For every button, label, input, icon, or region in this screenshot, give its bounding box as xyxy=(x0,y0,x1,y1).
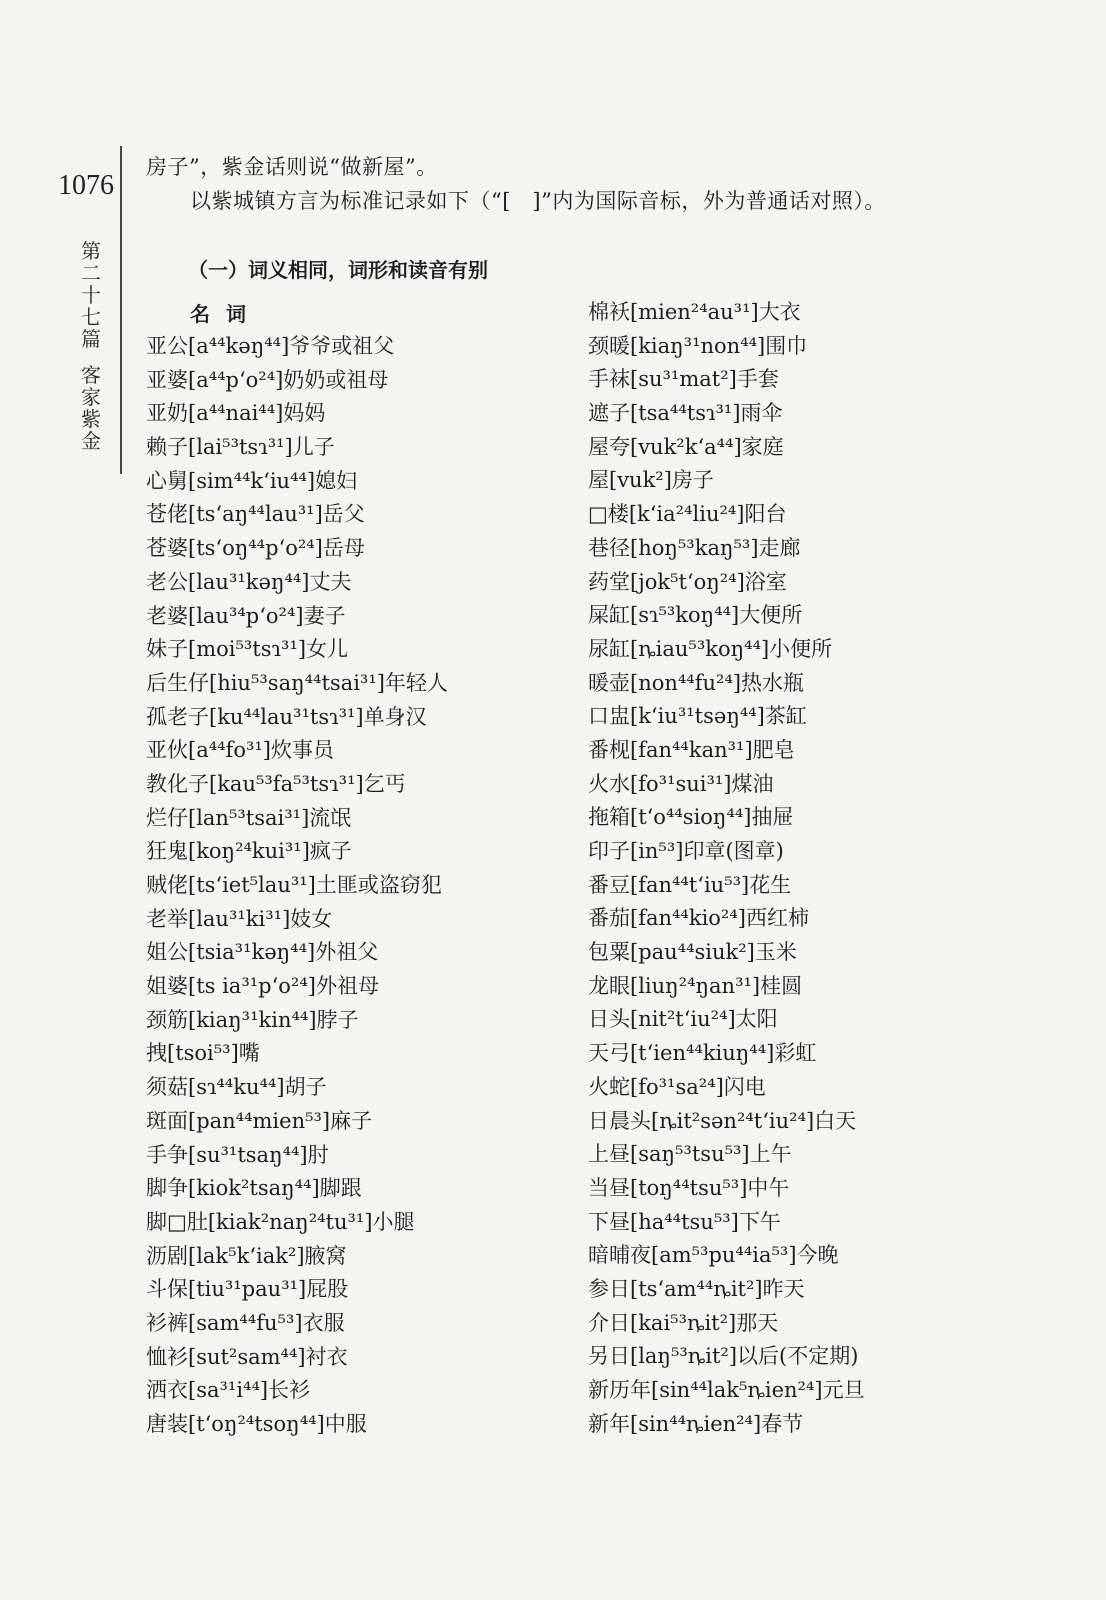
vocab-entry: 姐公[tsia³¹kəŋ⁴⁴]外祖父 xyxy=(146,940,379,965)
vocab-entry: 日晨头[ȵit²sən²⁴t‘iu²⁴]白天 xyxy=(588,1108,857,1133)
vocab-entry: 拽[tsoi⁵³]嘴 xyxy=(146,1041,260,1066)
margin-rule xyxy=(120,146,122,474)
vocab-entry: 颈筋[kiaŋ³¹kin⁴⁴]脖子 xyxy=(146,1007,359,1032)
vocab-entry: 贼佬[ts‘iet⁵lau³¹]土匪或盗窃犯 xyxy=(146,873,442,897)
vocab-entry: 当昼[toŋ⁴⁴tsu⁵³]中午 xyxy=(588,1175,790,1200)
vocab-entry: 亚奶[a⁴⁴nai⁴⁴]妈妈 xyxy=(146,401,326,426)
side-title-char: 第 xyxy=(81,239,101,263)
chapter-side-title xyxy=(74,240,108,452)
vocab-entry: 教化子[kau⁵³fa⁵³tsɿ³¹]乞丐 xyxy=(146,771,406,796)
vocab-entry: 拖箱[t‘o⁴⁴sioŋ⁴⁴]抽屉 xyxy=(588,805,794,830)
vocab-entry: 新历年[sin⁴⁴lak⁵ȵien²⁴]元旦 xyxy=(588,1378,865,1402)
vocab-entry: □楼[k‘ia²⁴liu²⁴]阳台 xyxy=(588,502,787,527)
vocab-entry: 孤老子[ku⁴⁴lau³¹tsɿ³¹]单身汉 xyxy=(146,704,427,729)
vocab-entry: 狂鬼[koŋ²⁴kui³¹]疯子 xyxy=(146,839,352,864)
vocab-entry: 恤衫[sut²sam⁴⁴]衬衣 xyxy=(146,1344,348,1369)
vocab-entry: 屋夸[vuk²k‘a⁴⁴]家庭 xyxy=(588,434,784,459)
right-entry-column xyxy=(588,296,865,1441)
side-title-char: 篇 xyxy=(81,327,101,351)
vocab-entry: 巷径[hoŋ⁵³kaŋ⁵³]走廊 xyxy=(588,535,801,560)
vocab-entry: 老婆[lau³⁴p‘o²⁴]妻子 xyxy=(146,603,346,628)
side-title-gap xyxy=(74,350,108,364)
vocab-entry: 手争[su³¹tsaŋ⁴⁴]肘 xyxy=(146,1142,329,1167)
vocab-entry: 衫裤[sam⁴⁴fu⁵³]衣服 xyxy=(146,1310,345,1335)
vocab-entry: 沥剧[lak⁵k‘iak²]腋窝 xyxy=(146,1243,347,1268)
side-title-char: 家 xyxy=(81,385,101,409)
vocab-entry: 赖子[lai⁵³tsɿ³¹]儿子 xyxy=(146,435,335,460)
section-heading: （一）词义相同，词形和读音有别 xyxy=(188,258,488,282)
vocab-entry: 介日[kai⁵³ȵit²]那天 xyxy=(588,1310,779,1335)
vocab-entry: 斗保[tiu³¹pau³¹]屁股 xyxy=(146,1277,349,1302)
vocab-entry: 老公[lau³¹kəŋ⁴⁴]丈夫 xyxy=(146,569,352,594)
vocab-entry: 屎缸[sɿ⁵³koŋ⁴⁴]大便所 xyxy=(588,603,803,628)
vocab-entry: 包粟[pau⁴⁴siuk²]玉米 xyxy=(588,940,797,965)
side-title-char: 紫 xyxy=(81,407,101,431)
vocab-entry: 斑面[pan⁴⁴mien⁵³]麻子 xyxy=(146,1108,373,1133)
vocab-entry: 番茄[fan⁴⁴kio²⁴]西红柿 xyxy=(588,906,809,931)
vocab-entry: 印子[in⁵³]印章(图章) xyxy=(588,839,784,863)
vocab-entry: 药堂[jok⁵t‘oŋ²⁴]浴室 xyxy=(588,569,787,594)
vocab-entry: 屋[vuk²]房子 xyxy=(588,468,714,493)
vocab-entry: 苍佬[ts‘aŋ⁴⁴lau³¹]岳父 xyxy=(146,502,365,527)
vocab-entry: 参日[ts‘am⁴⁴ȵit²]昨天 xyxy=(588,1276,805,1301)
page-number: 1076 xyxy=(58,170,114,201)
vocab-entry: 火水[fo³¹sui³¹]煤油 xyxy=(588,771,774,796)
side-title-char: 二 xyxy=(81,261,101,285)
side-title-char: 金 xyxy=(81,429,101,453)
intro-text xyxy=(146,150,946,218)
vocab-entry: 暗晡夜[am⁵³pu⁴⁴ia⁵³]今晚 xyxy=(588,1243,839,1268)
vocab-entry: 妹子[moi⁵³tsɿ³¹]女儿 xyxy=(146,637,349,662)
intro-line-2: 以紫城镇方言为标准记录如下（“[ ]”内为国际音标，外为普通话对照）。 xyxy=(190,189,886,213)
vocab-entry: 苍婆[ts‘oŋ⁴⁴p‘o²⁴]岳母 xyxy=(146,536,365,561)
part-of-speech-heading: 名词 xyxy=(190,302,262,326)
vocab-entry: 老举[lau³¹ki³¹]妓女 xyxy=(146,906,333,931)
vocab-entry: 亚伙[a⁴⁴fo³¹]炊事员 xyxy=(146,738,334,763)
left-entry-column xyxy=(146,330,448,1442)
vocab-entry: 尿缸[ȵiau⁵³koŋ⁴⁴]小便所 xyxy=(588,636,833,661)
vocab-entry: 脚□肚[kiak²naŋ²⁴tu³¹]小腿 xyxy=(146,1209,415,1234)
vocab-entry: 烂仔[lan⁵³tsai³¹]流氓 xyxy=(146,805,352,830)
vocab-entry: 暖壶[non⁴⁴fu²⁴]热水瓶 xyxy=(588,670,805,695)
vocab-entry: 龙眼[liuŋ²⁴ŋan³¹]桂圆 xyxy=(588,973,803,998)
side-title-char: 十 xyxy=(81,283,101,307)
vocab-entry: 后生仔[hiu⁵³saŋ⁴⁴tsai³¹]年轻人 xyxy=(146,670,448,695)
vocab-entry: 番豆[fan⁴⁴t‘iu⁵³]花生 xyxy=(588,872,792,897)
vocab-entry: 洒衣[sa³¹i⁴⁴]长衫 xyxy=(146,1378,311,1403)
vocab-entry: 唐装[t‘oŋ²⁴tsoŋ⁴⁴]中服 xyxy=(146,1412,367,1436)
side-title-char: 七 xyxy=(81,305,101,329)
vocab-entry: 姐婆[ts ia³¹p‘o²⁴]外祖母 xyxy=(146,974,379,999)
vocab-entry: 手袜[su³¹mat²]手套 xyxy=(588,367,779,392)
intro-line-1: 房子”，紫金话则说“做新屋”。 xyxy=(146,155,438,179)
vocab-entry: 亚婆[a⁴⁴p‘o²⁴]奶奶或祖母 xyxy=(146,367,389,392)
vocab-entry: 日头[nit²t‘iu²⁴]太阳 xyxy=(588,1007,778,1032)
vocab-entry: 火蛇[fo³¹sa²⁴]闪电 xyxy=(588,1074,766,1099)
vocab-entry: 上昼[saŋ⁵³tsu⁵³]上午 xyxy=(588,1142,792,1167)
vocab-entry: 天弓[t‘ien⁴⁴kiuŋ⁴⁴]彩虹 xyxy=(588,1041,817,1066)
vocab-entry: 棉袄[mien²⁴au³¹]大衣 xyxy=(588,300,801,324)
vocab-entry: 下昼[ha⁴⁴tsu⁵³]下午 xyxy=(588,1209,781,1234)
vocab-entry: 心舅[sim⁴⁴k‘iu⁴⁴]媳妇 xyxy=(146,468,358,493)
vocab-entry: 遮子[tsa⁴⁴tsɿ³¹]雨伞 xyxy=(588,401,783,426)
side-title-char: 客 xyxy=(81,363,101,387)
vocab-entry: 另日[laŋ⁵³ȵit²]以后(不定期) xyxy=(588,1344,859,1369)
vocab-entry: 颈暖[kiaŋ³¹non⁴⁴]围巾 xyxy=(588,333,808,358)
vocab-entry: 亚公[a⁴⁴kəŋ⁴⁴]爷爷或祖父 xyxy=(146,334,395,358)
vocab-entry: 口盅[k‘iu³¹tsəŋ⁴⁴]茶缸 xyxy=(588,704,807,729)
vocab-entry: 脚争[kiok²tsaŋ⁴⁴]脚跟 xyxy=(146,1176,362,1201)
vocab-entry: 须菇[sɿ⁴⁴ku⁴⁴]胡子 xyxy=(146,1075,327,1100)
vocab-entry: 新年[sin⁴⁴ȵien²⁴]春节 xyxy=(588,1411,804,1436)
vocab-entry: 番枧[fan⁴⁴kan³¹]肥皂 xyxy=(588,737,795,762)
